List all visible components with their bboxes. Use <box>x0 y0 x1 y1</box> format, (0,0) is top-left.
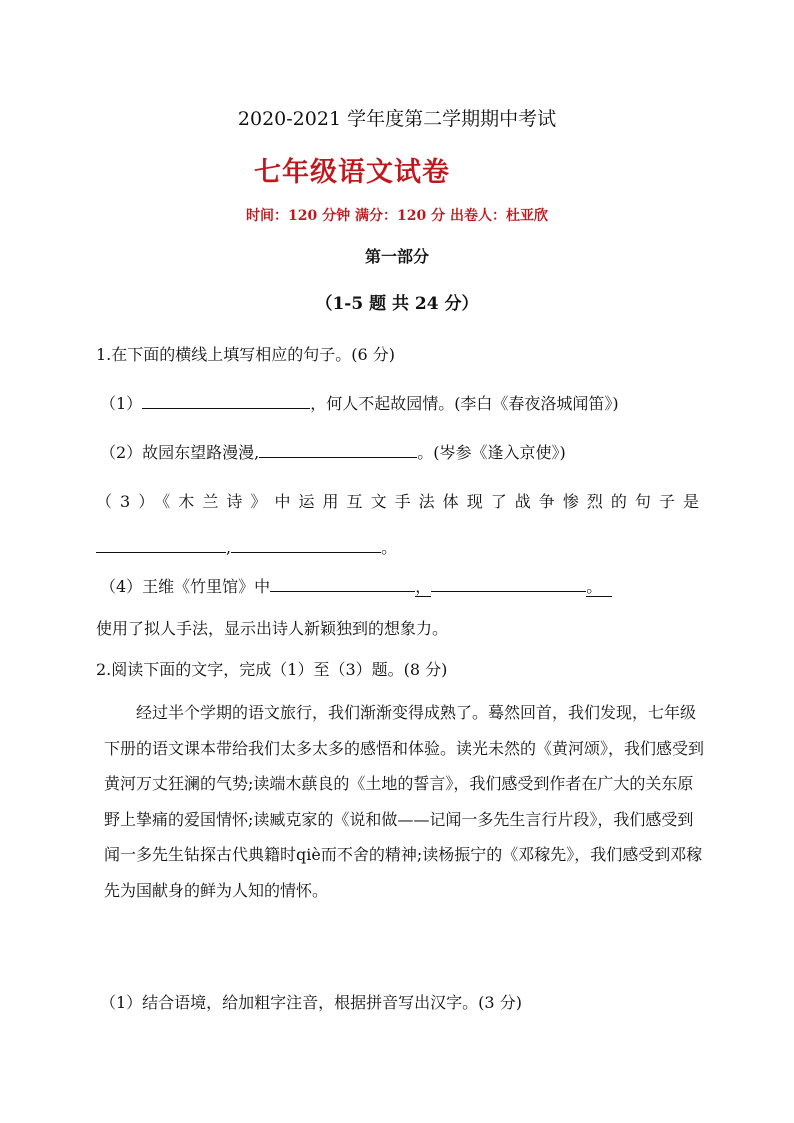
q1-item4-continuation: 使用了拟人手法，显示出诗人新颖独到的想象力。 <box>96 619 449 638</box>
exam-subtitle: 七年级语文试卷 <box>254 157 450 188</box>
q1-item3-answers <box>96 535 397 558</box>
q1-item1-text: ，何人不起故园情。(李白《春夜洛城闻笛》) <box>310 394 619 413</box>
answer-blank-1[interactable] <box>142 391 310 409</box>
question-range: （1-5 题 共 24 分） <box>315 294 479 314</box>
q1-item4-comma: ， <box>415 577 432 596</box>
exam-meta: 时间：120 分钟 满分：120 分 出卷人：杜亚欣 <box>246 208 548 224</box>
q2-sub1: （1）结合语境，给加粗字注音，根据拼音写出汉字。(3 分) <box>100 993 522 1012</box>
q1-item3-end: 。 <box>381 538 398 557</box>
q1-item2-text: （2）故园东望路漫漫, <box>100 443 260 462</box>
q1-item2 <box>100 440 566 463</box>
answer-blank-4[interactable] <box>231 535 381 553</box>
reading-passage <box>104 695 704 908</box>
q1-item3: （3）《木兰诗》中运用互文手法体现了战争惨烈的句子是 <box>96 492 702 511</box>
q1-item1 <box>100 391 619 414</box>
q1-item3-comma: , <box>226 538 232 557</box>
q1-item4-end: 。 <box>586 577 612 597</box>
q1-item4 <box>100 574 612 597</box>
q2-stem: 2.阅读下面的文字，完成（1）至（3）题。(8 分) <box>96 660 448 679</box>
q1-item1-number: （1） <box>100 394 143 413</box>
q1-item4-text: （4）王维《竹里馆》中 <box>100 577 271 596</box>
exam-title: 2020-2021 学年度第二学期期中考试 <box>237 108 557 130</box>
q1-stem: 1.在下面的横线上填写相应的句子。(6 分) <box>96 345 396 364</box>
passage-text: 经过半个学期的语文旅行，我们渐渐变得成熟了。蓦然回首，我们发现，七年级下册的语文课本带给我们太多太多的感悟和体验。读光未然的《黄河颂》，我们感受到黄河万丈狂澜的气势;读端木蕻良的《土地的誓言》，我们感受到作者在广大的关东原野上挚痛的爱国情怀;读臧克家的《说和做——记闻一多先生言行片段》，我们感受到闻一多先生钻探古代典籍时qiè而不舍的精神;读杨振宁的《邓稼先》，我们感受到邓稼先为国献身的鲜为人知的情怀。 <box>104 703 705 900</box>
answer-blank-6[interactable] <box>431 574 586 592</box>
part-heading: 第一部分 <box>364 247 429 266</box>
answer-blank-3[interactable] <box>96 535 226 553</box>
answer-blank-2[interactable] <box>259 440 417 458</box>
answer-blank-5[interactable] <box>270 574 415 592</box>
q1-item2-tail: 。(岑参《逢入京使》) <box>417 443 566 462</box>
